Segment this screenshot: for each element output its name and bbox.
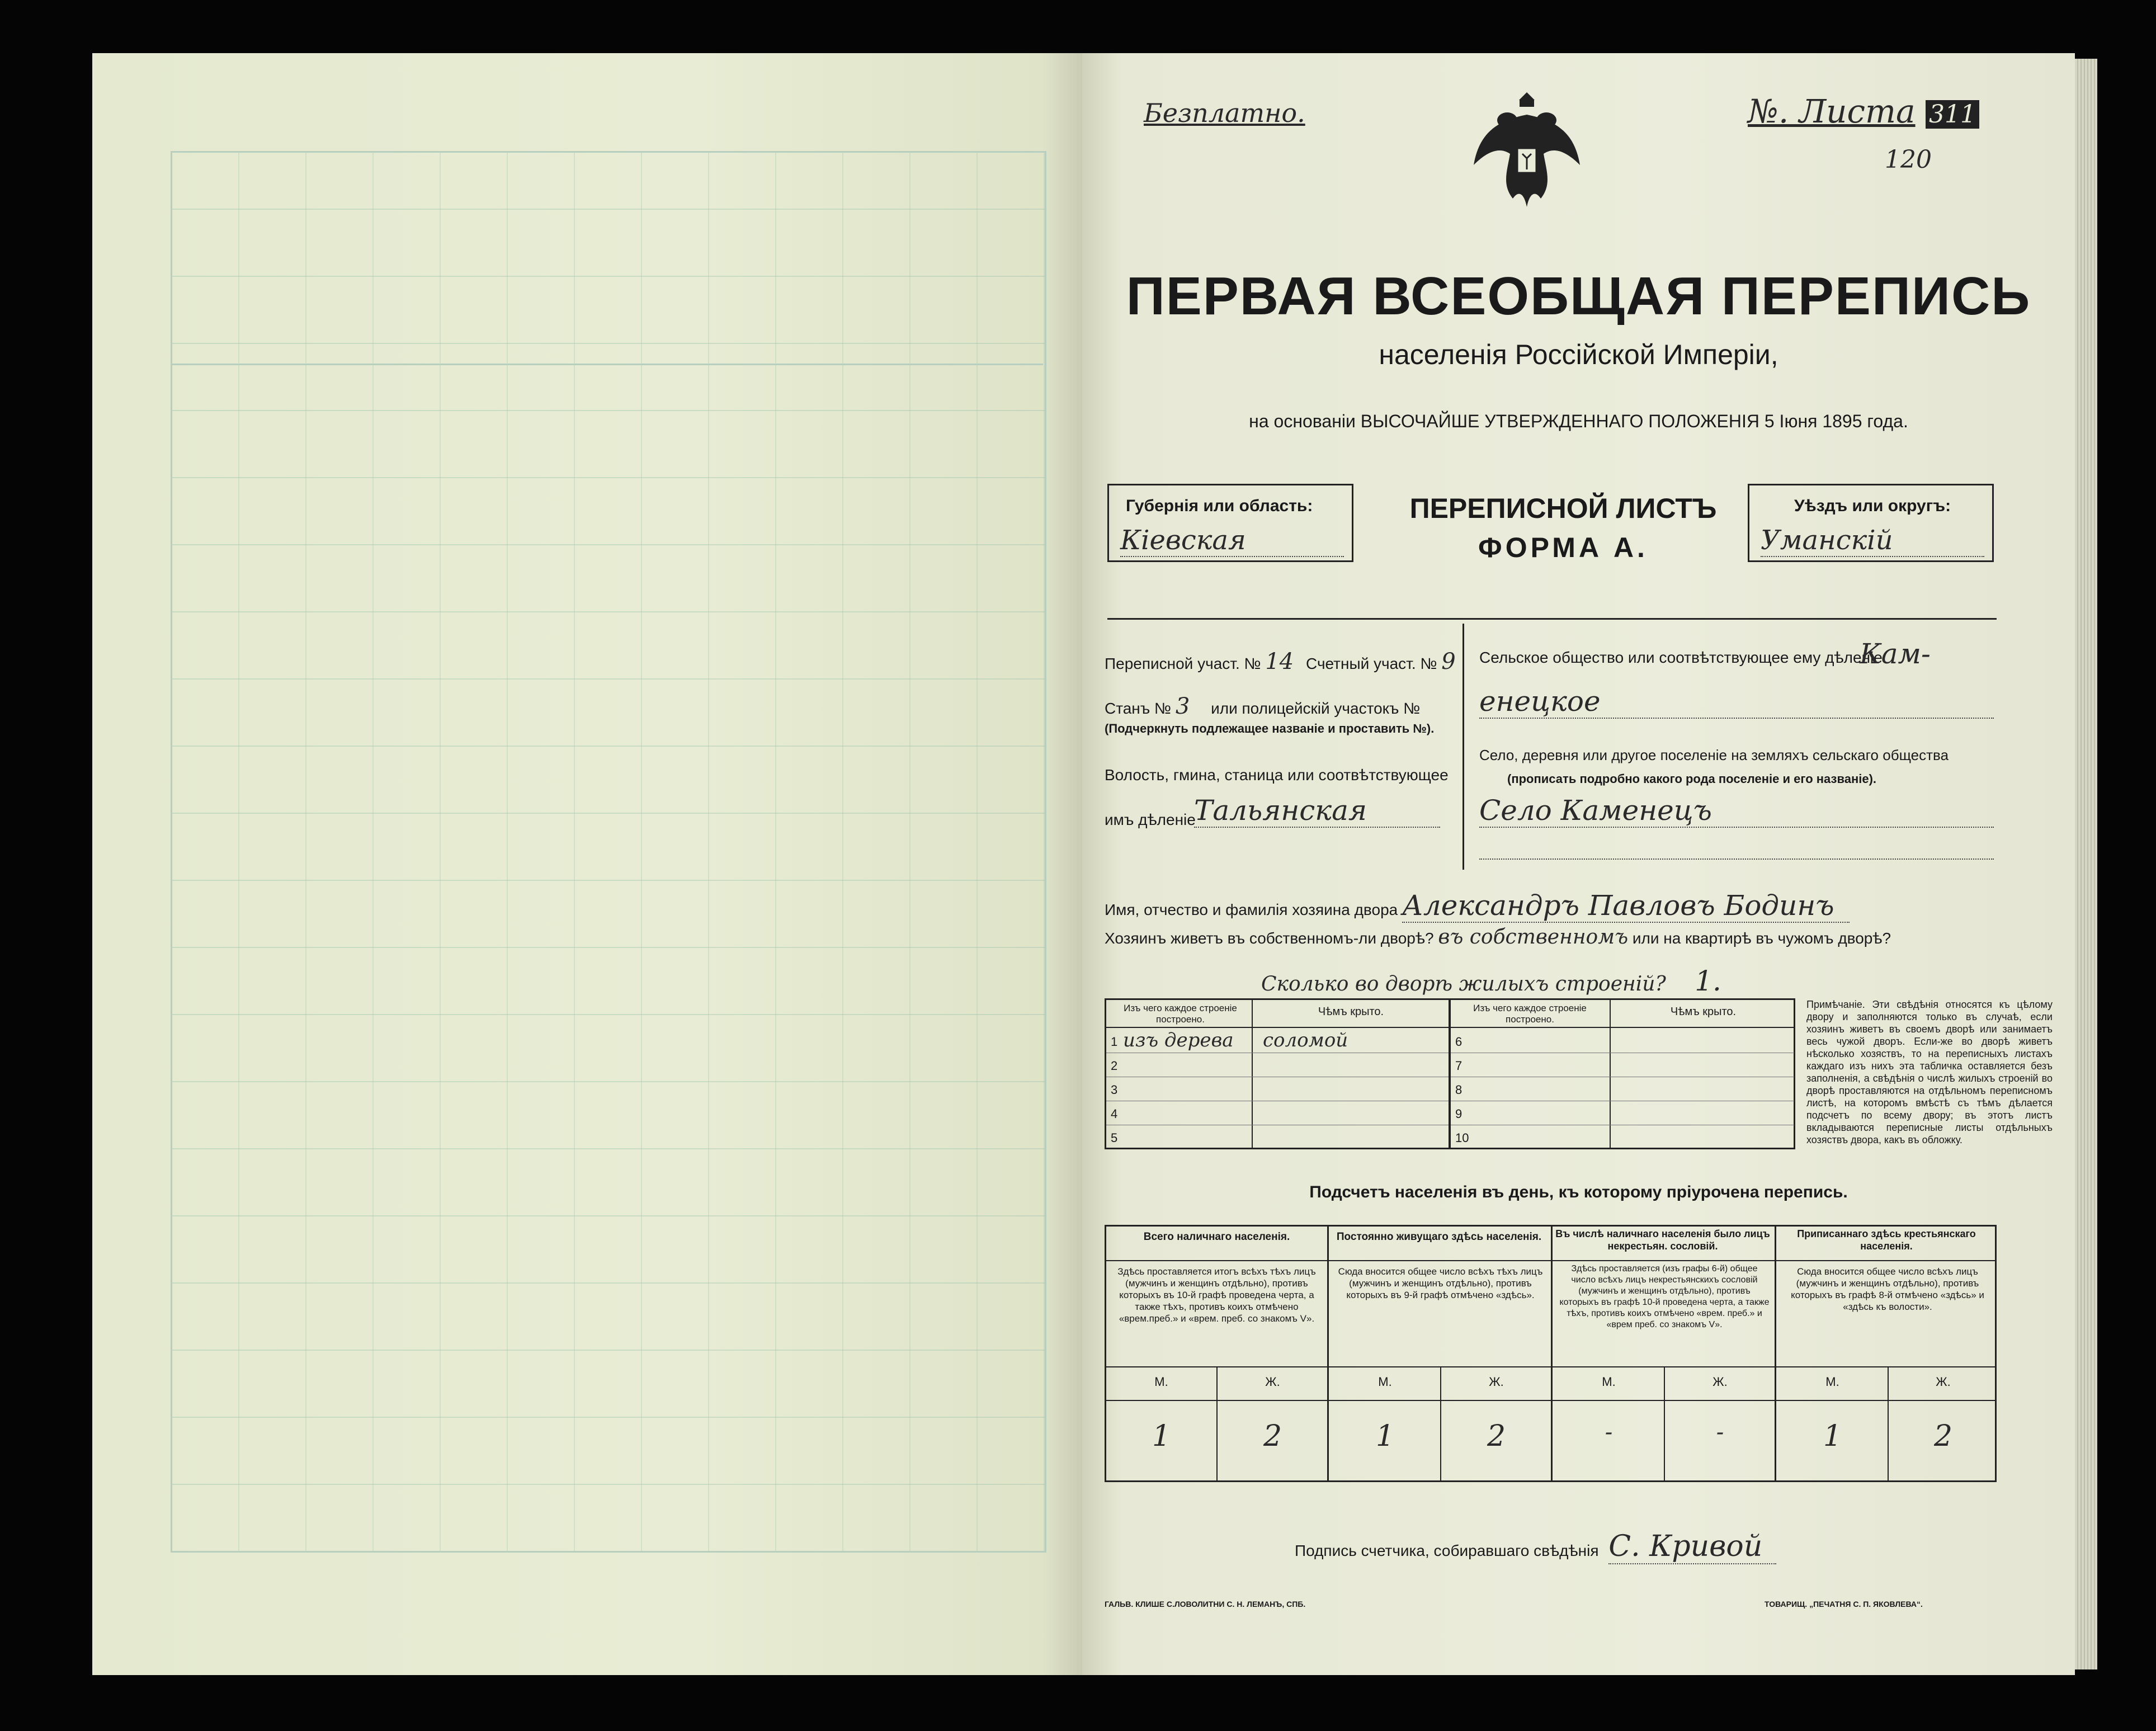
permanent-zh: 2 <box>1487 1419 1506 1453</box>
zh-label: Ж. <box>1489 1375 1504 1389</box>
m-label: М. <box>1154 1375 1168 1389</box>
table-row: 2 <box>1106 1053 1449 1077</box>
summary-col-4-title: Приписаннаго здѣсь крестьянскаго населенія. <box>1797 1228 1976 1252</box>
form-main-title: ПЕРВАЯ ВСЕОБЩАЯ ПЕРЕПИСЬ <box>1126 266 2031 326</box>
uezd-label: Уѣздъ или округъ: <box>1794 497 1951 515</box>
stan-label: Станъ № <box>1105 700 1172 717</box>
zh-label: Ж. <box>1265 1375 1280 1389</box>
zh-label: Ж. <box>1936 1375 1951 1389</box>
col-material-header-2: Изъ чего каждое строеніе построено. <box>1473 1003 1587 1025</box>
section-rule <box>1107 618 1997 620</box>
selo-extra-line <box>1479 859 1994 860</box>
permanent-m: 1 <box>1375 1419 1395 1453</box>
left-page <box>92 53 1082 1675</box>
guberniya-value: Кіевская <box>1120 525 1344 557</box>
buildings-table <box>1105 998 1795 1149</box>
col-roof-header: Чѣмъ крыто. <box>1318 1006 1384 1018</box>
signature-label: Подпись счетчика, собиравшаго свѣдѣнія <box>1295 1542 1599 1559</box>
summary-col-2-title: Постоянно живущаго здѣсь населенія. <box>1336 1231 1542 1243</box>
stan-value: 3 <box>1175 694 1190 719</box>
rows-right <box>1451 1029 1794 1149</box>
summary-col-3-title: Въ числѣ наличнаго населенія было лицъ некрестьян. сословій. <box>1555 1228 1770 1252</box>
footer-left: ГАЛЬВ. КЛИШЕ С.ЛОВОЛИТНИ С. Н. ЛЕМАНЪ, СПБ. <box>1105 1600 1306 1609</box>
free-label: Безплатно. <box>1144 98 1305 128</box>
ghost-header-row <box>171 151 1043 365</box>
selo-note: (прописать подробно какого рода поселеніе и его названіе). <box>1507 772 1877 786</box>
uchastok-label: Переписной участ. № <box>1105 655 1261 672</box>
sheet-number-area <box>1748 92 1979 130</box>
stan-row <box>1105 694 1420 719</box>
zh-label: Ж. <box>1712 1375 1728 1389</box>
page-stack-edges <box>2075 59 2097 1669</box>
registered-peasant-zh: 2 <box>1933 1419 1953 1453</box>
selo-value: Село Каменецъ <box>1479 794 1994 828</box>
summary-heading: Подсчетъ населенія въ день, къ которому пріурочена перепись. <box>1309 1183 1848 1201</box>
form-legal-basis: на основаніи ВЫСОЧАЙШЕ УТВЕРЖДЕННАГО ПОЛОЖЕНІЯ 5 Іюня 1895 года. <box>1249 411 1908 431</box>
table-row: 3 <box>1106 1077 1449 1101</box>
non-peasant-m: - <box>1605 1419 1613 1445</box>
census-form-page <box>1082 53 2075 1675</box>
uchastok-row <box>1105 649 1456 675</box>
owner-name-label: Имя, отчество и фамилія хозяина двора <box>1105 901 1398 918</box>
sheet-label: №. Листа <box>1748 92 1916 130</box>
owner-name-row <box>1105 889 1850 923</box>
summary-table <box>1105 1225 1997 1482</box>
summary-col-1-title: Всего наличнаго населенія. <box>1143 1231 1290 1243</box>
owner-lives-value: въ собственномъ <box>1438 926 1629 949</box>
column-divider <box>1463 624 1464 870</box>
obshchestvo-value-2: енецкое <box>1479 685 1994 719</box>
guberniya-box <box>1107 484 1353 562</box>
volost-label-1: Волость, гмина, станица или соотвѣтствующее <box>1105 766 1449 784</box>
signature-row <box>1295 1530 1776 1564</box>
table-row: 4 <box>1106 1101 1449 1125</box>
col-material-header: Изъ чего каждое строеніе построено. <box>1124 1003 1237 1025</box>
schetny-value: 9 <box>1441 649 1456 675</box>
col-roof-header-2: Чѣмъ крыто. <box>1670 1006 1737 1018</box>
summary-col-2-desc: Сюда вносится общее число всѣхъ тѣхъ лицъ (мужчинъ и женщинъ отдѣльно), противъ которыхъ въ 9-й графѣ отмѣчено «здѣсь». <box>1338 1266 1543 1300</box>
form-subtitle: населенія Россійской Имперіи, <box>1379 339 1778 370</box>
footer-right: ТОВАРИЩ. „ПЕЧАТНЯ С. П. ЯКОВЛЕВА“. <box>1765 1600 1923 1609</box>
table-row: 7 <box>1451 1053 1794 1077</box>
m-label: М. <box>1602 1375 1616 1389</box>
m-label: М. <box>1825 1375 1839 1389</box>
obshchestvo-value-1: Кам- <box>1860 638 1931 670</box>
summary-col-3-desc: Здѣсь проставляется (изъ графы 6-й) общее число всѣхъ лицъ некрестьянскихъ сословій (мужчинъ и женщинъ отдѣльно), противъ которыхъ въ графѣ 10-й проведена черта, а также тѣхъ, противъ коихъ отмѣчено «врем. преб.» и «врем преб. со знакомъ V». <box>1559 1264 1770 1329</box>
rows-left <box>1106 1029 1449 1149</box>
buildings-label: Сколько во дворѣ жилыхъ строеній? <box>1261 973 1666 996</box>
summary-col-4-desc: Сюда вносится общее число всѣхъ лицъ (мужчинъ и женщинъ отдѣльно), противъ которыхъ въ графѣ 8-й отмѣчено «здѣсь» и «здѣсь къ волости». <box>1791 1266 1984 1312</box>
buildings-value: 1. <box>1695 965 1721 997</box>
volost-label-2: имъ дѣленіе <box>1105 811 1196 828</box>
coat-of-arms-icon <box>1468 87 1586 215</box>
sheet-number-struck: 311 <box>1926 100 1979 129</box>
volost-value: Тальянская <box>1194 794 1440 828</box>
summary-col-1-desc: Здѣсь проставляется итогъ всѣхъ тѣхъ лицъ (мужчинъ и женщинъ отдѣльно), противъ которыхъ въ 10-й графѣ проведена черта, а также тѣхъ, противъ коихъ отмѣчено «врем.преб.» и «врем. преб. со знакомъ V». <box>1117 1266 1316 1324</box>
uezd-box <box>1748 484 1994 562</box>
m-label: М. <box>1378 1375 1392 1389</box>
selo-label: Село, деревня или другое поселеніе на земляхъ сельскаго общества <box>1479 747 1949 763</box>
uchastok-value: 14 <box>1265 649 1294 675</box>
owner-lives-label-2: или на квартирѣ въ чужомъ дворѣ? <box>1632 930 1891 947</box>
table-row: 9 <box>1451 1101 1794 1125</box>
table-row: 5 <box>1111 1131 1118 1145</box>
owner-lives-label: Хозяинъ живетъ въ собственномъ-ли дворѣ? <box>1105 930 1434 947</box>
schetny-label: Счетный участ. № <box>1306 655 1437 672</box>
non-peasant-zh: - <box>1716 1419 1724 1445</box>
owner-lives-row <box>1105 926 1891 949</box>
police-label: или полицейскій участокъ № <box>1211 700 1421 717</box>
buildings-note: Примѣчаніе. Эти свѣдѣнія относятся къ цѣлому двору и заполняются только въ случаѣ, если хозяинъ живетъ въ своемъ дворѣ или занимаетъ весь чужой дворъ. Если-же во дворѣ живетъ нѣсколько хозяствъ, то на переписныхъ листахъ каждаго изъ нихъ эта табличка оставляется безъ заполненія, а свѣдѣнія о числѣ жилыхъ строеній во дворѣ проставляются на отдѣльномъ переписномъ листѣ, на которомъ вмѣстѣ съ тѣмъ дѣлается подсчетъ по всему двору; въ этотъ листъ вкладываются переписные листы отдѣльныхъ хозяствъ двора, какъ въ обложку. <box>1806 999 2053 1145</box>
uezd-value: Уманскій <box>1761 525 1984 557</box>
table-row: 8 <box>1451 1077 1794 1101</box>
sheet-number: 120 <box>1885 145 1932 174</box>
table-row: 1 изъ дерева соломой <box>1106 1029 1449 1053</box>
guberniya-label: Губернія или область: <box>1126 497 1313 515</box>
table-row: 6 <box>1451 1029 1794 1053</box>
buildings-row <box>1261 965 1721 997</box>
table-row: 10 <box>1455 1131 1469 1145</box>
form-name-line1: ПЕРЕПИСНОЙ ЛИСТЪ <box>1409 493 1717 524</box>
total-present-zh: 2 <box>1263 1419 1282 1453</box>
total-present-m: 1 <box>1152 1419 1171 1453</box>
signature-value: С. Кривой <box>1608 1530 1776 1564</box>
registered-peasant-m: 1 <box>1823 1419 1842 1453</box>
obshchestvo-label: Сельское общество или соотвѣтствующее ему дѣленіе <box>1479 649 1883 666</box>
police-note: (Подчеркнуть подлежащее названіе и проставить №). <box>1105 721 1435 735</box>
form-name-line2: ФОРМА А. <box>1478 532 1648 563</box>
owner-name-value: Александръ Павловъ Бодинъ <box>1402 889 1850 923</box>
